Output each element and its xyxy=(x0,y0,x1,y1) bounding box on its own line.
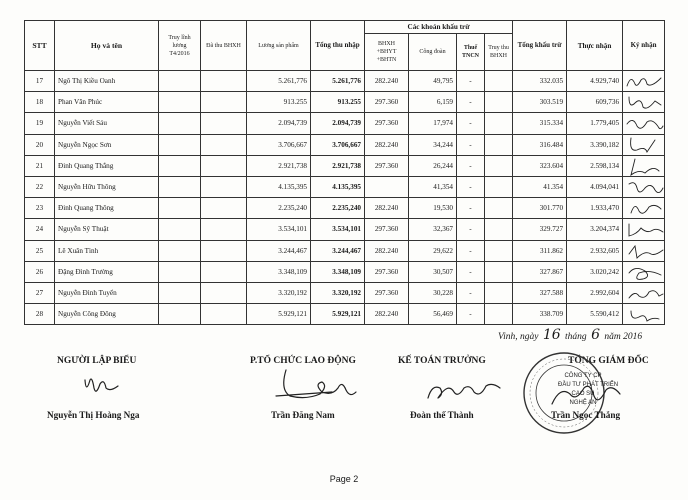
cell-total-income: 5.929,121 xyxy=(311,304,365,325)
row-signature xyxy=(625,242,663,260)
cell-tax: - xyxy=(457,261,485,282)
header-total-income: Tổng thu nhập xyxy=(311,21,365,71)
cell-insurance: 297.360 xyxy=(365,219,409,240)
table-row xyxy=(25,198,665,219)
cell-total-deduction: 329.727 xyxy=(513,219,567,240)
cell-name: Đinh Quang Thắng xyxy=(55,155,159,176)
cell-net-pay: 4.094,041 xyxy=(567,176,623,197)
cell-stt: 25 xyxy=(25,240,55,261)
cell-bhxh-collect xyxy=(485,113,513,134)
header-name: Họ và tên xyxy=(55,21,159,71)
cell-salary: 3.320,192 xyxy=(247,282,311,303)
header-union: Công đoàn xyxy=(409,34,457,71)
cell-stt: 18 xyxy=(25,92,55,113)
cell-net-pay: 2.598,134 xyxy=(567,155,623,176)
cell-tax: - xyxy=(457,176,485,197)
cell-stt: 21 xyxy=(25,155,55,176)
cell-signature xyxy=(623,176,665,197)
cell-union: 56,469 xyxy=(409,304,457,325)
cell-salary: 4.135,395 xyxy=(247,176,311,197)
cell-bhxh-collect xyxy=(485,176,513,197)
cell-net-pay: 3.390,182 xyxy=(567,134,623,155)
date-year: năm 2016 xyxy=(604,332,643,342)
cell-total-income: 2.235,240 xyxy=(311,198,365,219)
cell-net-pay: 1.779,405 xyxy=(567,113,623,134)
cell-total-income: 3.244,467 xyxy=(311,240,365,261)
cell-net-pay: 1.933,470 xyxy=(567,198,623,219)
preparer-name: Nguyễn Thị Hoàng Nga xyxy=(47,410,140,420)
cell-salary: 5.261,776 xyxy=(247,71,311,92)
cell-signature xyxy=(623,219,665,240)
cell-net-pay: 4.929,740 xyxy=(567,71,623,92)
cell-stt: 19 xyxy=(25,113,55,134)
cell-stt: 20 xyxy=(25,134,55,155)
cell-total-income: 913.255 xyxy=(311,92,365,113)
cell-total-deduction: 41.354 xyxy=(513,176,567,197)
cell-bhxh-collect xyxy=(485,219,513,240)
cell-stt: 17 xyxy=(25,71,55,92)
cell-signature xyxy=(623,304,665,325)
chief-accountant-signature xyxy=(424,378,504,402)
cell-bhxh-collect xyxy=(485,198,513,219)
cell-bhxh-collect xyxy=(485,304,513,325)
cell-back-pay xyxy=(159,113,201,134)
cell-bhxh-paid xyxy=(201,198,247,219)
cell-bhxh-paid xyxy=(201,113,247,134)
cell-tax: - xyxy=(457,198,485,219)
cell-salary: 5.929,121 xyxy=(247,304,311,325)
cell-bhxh-collect xyxy=(485,261,513,282)
cell-insurance: 282.240 xyxy=(365,240,409,261)
cell-signature xyxy=(623,240,665,261)
cell-total-income: 2.921,738 xyxy=(311,155,365,176)
table-row xyxy=(25,261,665,282)
row-signature xyxy=(625,305,663,323)
header-deductions-group: Các khoản khấu trừ xyxy=(365,21,513,34)
cell-total-deduction: 301.770 xyxy=(513,198,567,219)
cell-back-pay xyxy=(159,176,201,197)
cell-total-deduction: 323.604 xyxy=(513,155,567,176)
labor-dept-signature xyxy=(272,366,362,404)
cell-name: Lê Xuân Tình xyxy=(55,240,159,261)
cell-union: 6,159 xyxy=(409,92,457,113)
date-month-label: tháng xyxy=(565,332,587,342)
cell-bhxh-paid xyxy=(201,155,247,176)
cell-net-pay: 5.590,412 xyxy=(567,304,623,325)
cell-signature xyxy=(623,155,665,176)
cell-total-deduction: 311.862 xyxy=(513,240,567,261)
cell-tax: - xyxy=(457,282,485,303)
row-signature xyxy=(625,220,663,238)
cell-insurance: 297.360 xyxy=(365,282,409,303)
cell-tax: - xyxy=(457,155,485,176)
cell-union: 34,244 xyxy=(409,134,457,155)
cell-insurance: 297.360 xyxy=(365,92,409,113)
cell-signature xyxy=(623,198,665,219)
cell-union: 19,530 xyxy=(409,198,457,219)
row-signature xyxy=(625,263,663,281)
header-insurance: BHXH +BHYT +BHTN xyxy=(365,34,409,71)
cell-insurance xyxy=(365,176,409,197)
header-bhxh-collect: Truy thu BHXH xyxy=(485,34,513,71)
cell-name: Đặng Đình Trường xyxy=(55,261,159,282)
cell-tax: - xyxy=(457,113,485,134)
cell-union: 30,507 xyxy=(409,261,457,282)
cell-bhxh-collect xyxy=(485,71,513,92)
cell-signature xyxy=(623,92,665,113)
cell-insurance: 297.360 xyxy=(365,261,409,282)
cell-union: 17,974 xyxy=(409,113,457,134)
cell-total-deduction: 332.035 xyxy=(513,71,567,92)
cell-total-deduction: 316.484 xyxy=(513,134,567,155)
preparer-signature xyxy=(82,374,122,398)
cell-signature xyxy=(623,113,665,134)
cell-salary: 2.235,240 xyxy=(247,198,311,219)
cell-union: 30,228 xyxy=(409,282,457,303)
cell-bhxh-collect xyxy=(485,134,513,155)
chief-accountant-name: Đoàn thế Thành xyxy=(410,410,474,420)
row-signature xyxy=(625,178,663,196)
cell-name: Phan Văn Phúc xyxy=(55,92,159,113)
cell-union: 49,795 xyxy=(409,71,457,92)
cell-net-pay: 3.204,374 xyxy=(567,219,623,240)
header-bhxh-paid: Đã thu BHXH xyxy=(201,21,247,71)
header-sign: Ký nhận xyxy=(623,21,665,71)
date-prefix: Vinh, ngày xyxy=(498,332,539,342)
cell-union: 29,622 xyxy=(409,240,457,261)
preparer-title: NGƯỜI LẬP BIỂU xyxy=(57,356,137,366)
row-signature xyxy=(625,199,663,217)
cell-insurance: 282.240 xyxy=(365,304,409,325)
cell-name: Nguyễn Viết Sáu xyxy=(55,113,159,134)
cell-bhxh-collect xyxy=(485,282,513,303)
cell-back-pay xyxy=(159,240,201,261)
table-body xyxy=(25,71,665,325)
cell-salary: 913.255 xyxy=(247,92,311,113)
cell-total-income: 4.135,395 xyxy=(311,176,365,197)
cell-tax: - xyxy=(457,219,485,240)
table-row xyxy=(25,113,665,134)
cell-total-income: 3.348,109 xyxy=(311,261,365,282)
row-signature xyxy=(625,114,663,132)
cell-name: Nguyễn Đình Tuyển xyxy=(55,282,159,303)
cell-total-income: 3.706,667 xyxy=(311,134,365,155)
labor-dept-name: Trần Đăng Nam xyxy=(271,410,335,420)
table-row xyxy=(25,92,665,113)
seal-line-2: ĐẦU TƯ PHÁT TRIỂN xyxy=(558,382,619,388)
cell-total-deduction: 303.519 xyxy=(513,92,567,113)
cell-back-pay xyxy=(159,261,201,282)
date-month: 6 xyxy=(591,327,600,343)
cell-stt: 22 xyxy=(25,176,55,197)
header-tax: Thuế TNCN xyxy=(457,34,485,71)
table-row xyxy=(25,219,665,240)
date-line xyxy=(498,327,642,343)
cell-bhxh-paid xyxy=(201,219,247,240)
cell-insurance: 297.360 xyxy=(365,113,409,134)
chief-accountant-title: KẾ TOÁN TRƯỞNG xyxy=(398,356,486,366)
cell-insurance: 282.240 xyxy=(365,134,409,155)
cell-stt: 28 xyxy=(25,304,55,325)
row-signature xyxy=(625,157,663,175)
seal-line-3: CAO SU xyxy=(571,391,595,397)
row-signature xyxy=(625,93,663,111)
seal-line-4: NGHỆ AN xyxy=(569,400,597,406)
cell-back-pay xyxy=(159,219,201,240)
cell-insurance: 297.360 xyxy=(365,155,409,176)
cell-union: 26,244 xyxy=(409,155,457,176)
cell-salary: 3.706,667 xyxy=(247,134,311,155)
payroll-table xyxy=(24,20,665,325)
cell-net-pay: 609,736 xyxy=(567,92,623,113)
cell-back-pay xyxy=(159,155,201,176)
cell-stt: 26 xyxy=(25,261,55,282)
cell-bhxh-collect xyxy=(485,92,513,113)
cell-bhxh-collect xyxy=(485,155,513,176)
cell-insurance: 282.240 xyxy=(365,71,409,92)
cell-back-pay xyxy=(159,282,201,303)
cell-total-deduction: 315.334 xyxy=(513,113,567,134)
cell-net-pay: 3.020,242 xyxy=(567,261,623,282)
director-title: TỔNG GIÁM ĐỐC xyxy=(568,356,649,366)
table-row xyxy=(25,304,665,325)
cell-salary: 3.348,109 xyxy=(247,261,311,282)
table-row xyxy=(25,134,665,155)
row-signature xyxy=(625,72,663,90)
cell-union: 41,354 xyxy=(409,176,457,197)
cell-bhxh-paid xyxy=(201,282,247,303)
cell-salary: 3.534,101 xyxy=(247,219,311,240)
cell-name: Nguyễn Công Đông xyxy=(55,304,159,325)
cell-signature xyxy=(623,134,665,155)
cell-total-deduction: 327.588 xyxy=(513,282,567,303)
seal-line-1: CÔNG TY CP xyxy=(564,373,602,379)
cell-name: Đinh Quang Thông xyxy=(55,198,159,219)
table-header xyxy=(25,21,665,71)
cell-stt: 23 xyxy=(25,198,55,219)
cell-tax: - xyxy=(457,71,485,92)
header-back-pay: Truy lĩnh lương T4/2016 xyxy=(159,21,201,71)
cell-back-pay xyxy=(159,134,201,155)
cell-bhxh-paid xyxy=(201,134,247,155)
table-row xyxy=(25,155,665,176)
cell-signature xyxy=(623,71,665,92)
cell-bhxh-paid xyxy=(201,71,247,92)
cell-tax: - xyxy=(457,134,485,155)
cell-signature xyxy=(623,261,665,282)
cell-tax: - xyxy=(457,92,485,113)
cell-name: Nguyễn Ngọc Sơn xyxy=(55,134,159,155)
cell-total-deduction: 338.709 xyxy=(513,304,567,325)
header-total-deduction: Tổng khấu trừ xyxy=(513,21,567,71)
cell-salary: 2.921,738 xyxy=(247,155,311,176)
page-number: Page 2 xyxy=(329,474,359,484)
cell-back-pay xyxy=(159,304,201,325)
cell-total-income: 3.534,101 xyxy=(311,219,365,240)
labor-dept-title: P.TỔ CHỨC LAO ĐỘNG xyxy=(250,356,356,366)
cell-stt: 24 xyxy=(25,219,55,240)
table-row xyxy=(25,282,665,303)
cell-signature xyxy=(623,282,665,303)
header-stt: STT xyxy=(25,21,55,71)
table-row xyxy=(25,71,665,92)
cell-back-pay xyxy=(159,71,201,92)
cell-bhxh-paid xyxy=(201,176,247,197)
cell-tax: - xyxy=(457,304,485,325)
cell-bhxh-paid xyxy=(201,261,247,282)
date-day: 16 xyxy=(542,327,561,343)
table-row xyxy=(25,176,665,197)
director-signature xyxy=(546,380,626,410)
cell-total-income: 2.094,739 xyxy=(311,113,365,134)
cell-name: Ngô Thị Kiều Oanh xyxy=(55,71,159,92)
header-product-salary: Lương sản phẩm xyxy=(247,21,311,71)
cell-stt: 27 xyxy=(25,282,55,303)
table-row xyxy=(25,240,665,261)
cell-salary: 3.244,467 xyxy=(247,240,311,261)
cell-union: 32,367 xyxy=(409,219,457,240)
cell-bhxh-paid xyxy=(201,240,247,261)
cell-bhxh-collect xyxy=(485,240,513,261)
cell-salary: 2.094,739 xyxy=(247,113,311,134)
cell-bhxh-paid xyxy=(201,304,247,325)
header-net-pay: Thực nhận xyxy=(567,21,623,71)
cell-total-deduction: 327.867 xyxy=(513,261,567,282)
cell-bhxh-paid xyxy=(201,92,247,113)
cell-back-pay xyxy=(159,198,201,219)
cell-insurance: 282.240 xyxy=(365,198,409,219)
cell-total-income: 5.261,776 xyxy=(311,71,365,92)
cell-total-income: 3.320,192 xyxy=(311,282,365,303)
director-name: Trần Ngọc Thắng xyxy=(551,410,621,420)
cell-back-pay xyxy=(159,92,201,113)
cell-net-pay: 2.932,605 xyxy=(567,240,623,261)
row-signature xyxy=(625,136,663,154)
cell-net-pay: 2.992,604 xyxy=(567,282,623,303)
cell-tax: - xyxy=(457,240,485,261)
cell-name: Nguyễn Hữu Thông xyxy=(55,176,159,197)
cell-name: Nguyễn Sỹ Thuật xyxy=(55,219,159,240)
row-signature xyxy=(625,284,663,302)
